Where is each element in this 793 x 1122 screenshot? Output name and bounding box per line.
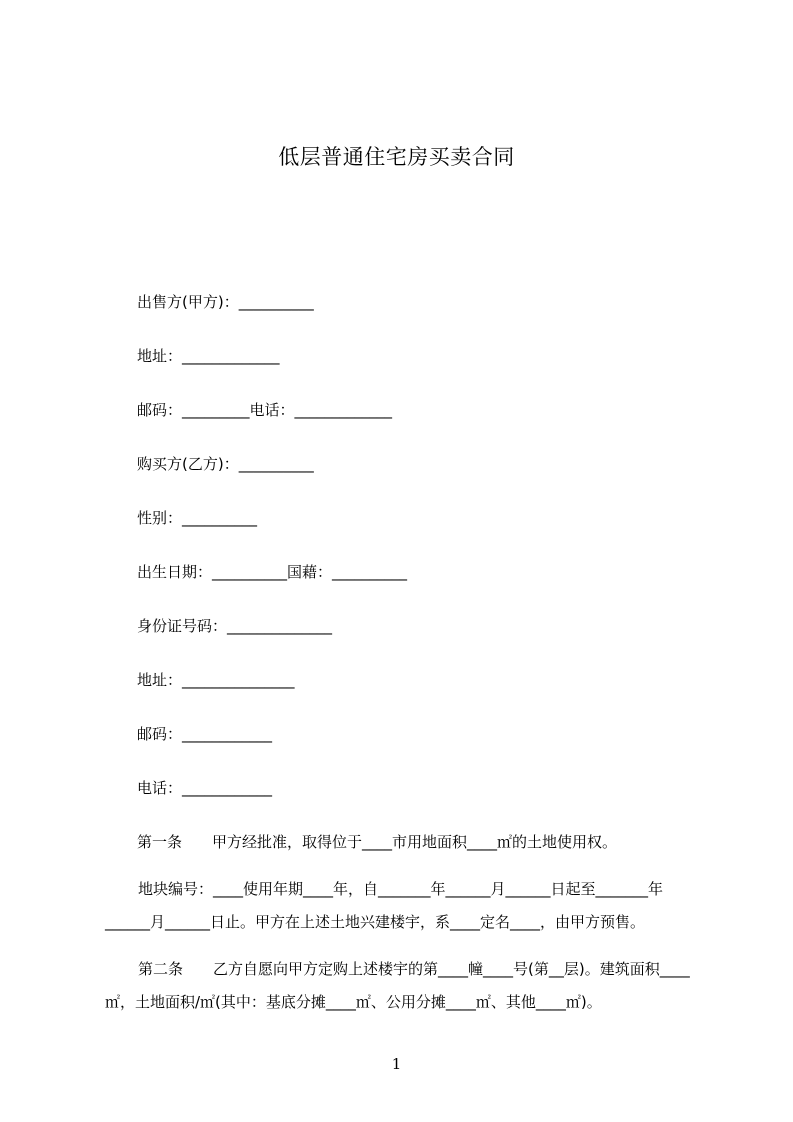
gender-field: 性别：__________	[137, 509, 258, 527]
page-number: 1	[391, 1055, 402, 1073]
seller-zip-phone-field: 邮码：_________电话：_____________	[137, 401, 393, 419]
seller-field: 出售方(甲方)：__________	[137, 293, 314, 311]
article-1-line-1: 第一条 甲方经批准，取得位于____市用地面积____㎡的土地使用权。	[137, 833, 618, 851]
seller-address-field: 地址：_____________	[137, 347, 280, 365]
page-title: 低层普通住宅房买卖合同	[278, 145, 515, 169]
buyer-address-field: 地址：_______________	[137, 671, 295, 689]
buyer-field: 购买方(乙方)：__________	[137, 455, 314, 473]
birth-nationality-field: 出生日期：__________国藉：__________	[137, 563, 408, 581]
buyer-phone-field: 电话：____________	[137, 779, 273, 797]
article-2	[105, 953, 700, 1019]
buyer-zip-field: 邮码：____________	[137, 725, 273, 743]
id-number-field: 身份证号码：______________	[137, 617, 333, 635]
article-1-line-2	[105, 873, 700, 939]
article-1-line-2-text: 地块编号：____使用年期____年，自_______年______月______日起至_______年______月______日止。甲方在上述土地兴建楼宇，系____定名____，由甲方预售。	[105, 880, 664, 931]
article-2-text: 第二条 乙方自愿向甲方定购上述楼宇的第____幢____号(第__层)。建筑面积____㎡，土地面积/㎡(其中：基底分摊____㎡、公用分摊____㎡、其他____㎡)。	[105, 960, 690, 1011]
